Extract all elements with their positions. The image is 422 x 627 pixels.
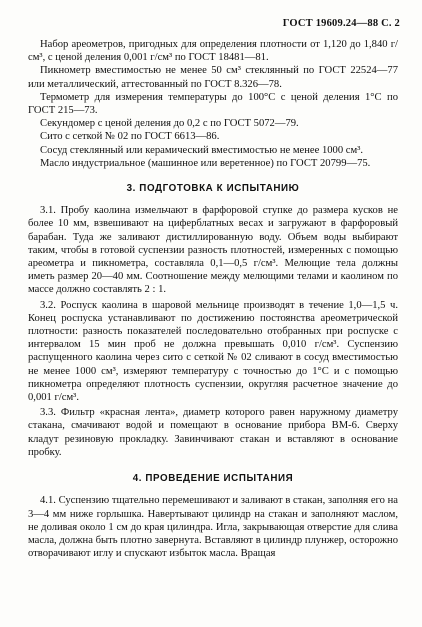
paragraph-3-1: 3.1. Пробу каолина измельчают в фарфоровой ступке до размера кусков не более 10 мм, взвешивают на циферблатных весах и загружают в фарфоровый барабан. Туда же заливают дистиллированную воду. Объем воды выбирают таким, чтобы в готовой суспензии разность плотностей, измеренных с помощью ареометра и пикнометра, составляла 0,1—0,5 г/см³. Мелющие тела должны иметь размер 20—40 мм. Соотношение между мелющими телами и каолином по массе должно составлять 2 : 1. — [28, 205, 398, 296]
equipment-item: Сосуд стеклянный или керамический вместимостью не менее 1000 см³. — [40, 144, 364, 156]
page-header: ГОСТ 19609.24—88 С. 2 — [282, 18, 400, 29]
section-4-title: 4. ПРОВЕДЕНИЕ ИСПЫТАНИЯ — [132, 473, 294, 485]
paragraph-3-3: 3.3. Фильтр «красная лента», диаметр которого равен наружному диаметру стакана, смачивают водой и помещают в основание прибора ВМ-6. Сверху кладут резиновую прокладку. Завинчивают стакан и вставляют в основание пробку. — [28, 407, 398, 458]
section-3-title: 3. ПОДГОТОВКА К ИСПЫТАНИЮ — [126, 183, 300, 195]
equipment-item: Секундомер с ценой деления до 0,2 с по ГОСТ 5072—79. — [40, 118, 299, 130]
equipment-item: Термометр для измерения температуры до 100°С с ценой деления 1°С по ГОСТ 215—73. — [28, 91, 398, 117]
equipment-list — [28, 38, 398, 170]
equipment-item: Пикнометр вместимостью не менее 50 см³ стеклянный по ГОСТ 22524—77 или металлический, аттестованный по ГОСТ 8.326—78. — [28, 65, 398, 90]
equipment-item: Сито с сеткой № 02 по ГОСТ 6613—86. — [40, 131, 220, 143]
paragraph-3-2: 3.2. Роспуск каолина в шаровой мельнице производят в течение 1,0—1,5 ч. Конец роспуска устанавливают по достижению постоянства ареометрической плотности: разность показателей последовательно отобранных при роспуске с интервалом 15 мин проб не должна превышать 0,010 г/см³. Суспензию распущенного каолина через сито с сеткой № 02 сливают в сосуд вместимостью не менее 1000 см³, измеряют температуру с точностью до 1°С и с помощью пикнометра определяют плотность суспензии, округляя расчетное значение до 0,001 г/см³. — [28, 299, 398, 404]
section-4-body — [28, 494, 398, 560]
equipment-item: Набор ареометров, пригодных для определения плотности от 1,120 до 1,840 г/см³, с ценой деления 0,001 г/см³ по ГОСТ 18481—81. — [28, 39, 398, 64]
section-3-body — [28, 204, 398, 459]
paragraph-4-1: 4.1. Суспензию тщательно перемешивают и заливают в стакан, заполняя его на 3—4 мм ниже горлышка. Навертывают цилиндр на стакан и заполняют маслом, не доливая около 1 см до края цилиндра. Игла, закрывающая отверстие для слива масла, должна быть плотно завернута. Вставляют в цилиндр плунжер, осторожно отворачивают иглу и спускают избыток масла. Вращая — [28, 495, 398, 560]
equipment-item: Масло индустриальное (машинное или веретенное) по ГОСТ 20799—75. — [40, 157, 371, 169]
document-body — [28, 38, 398, 560]
